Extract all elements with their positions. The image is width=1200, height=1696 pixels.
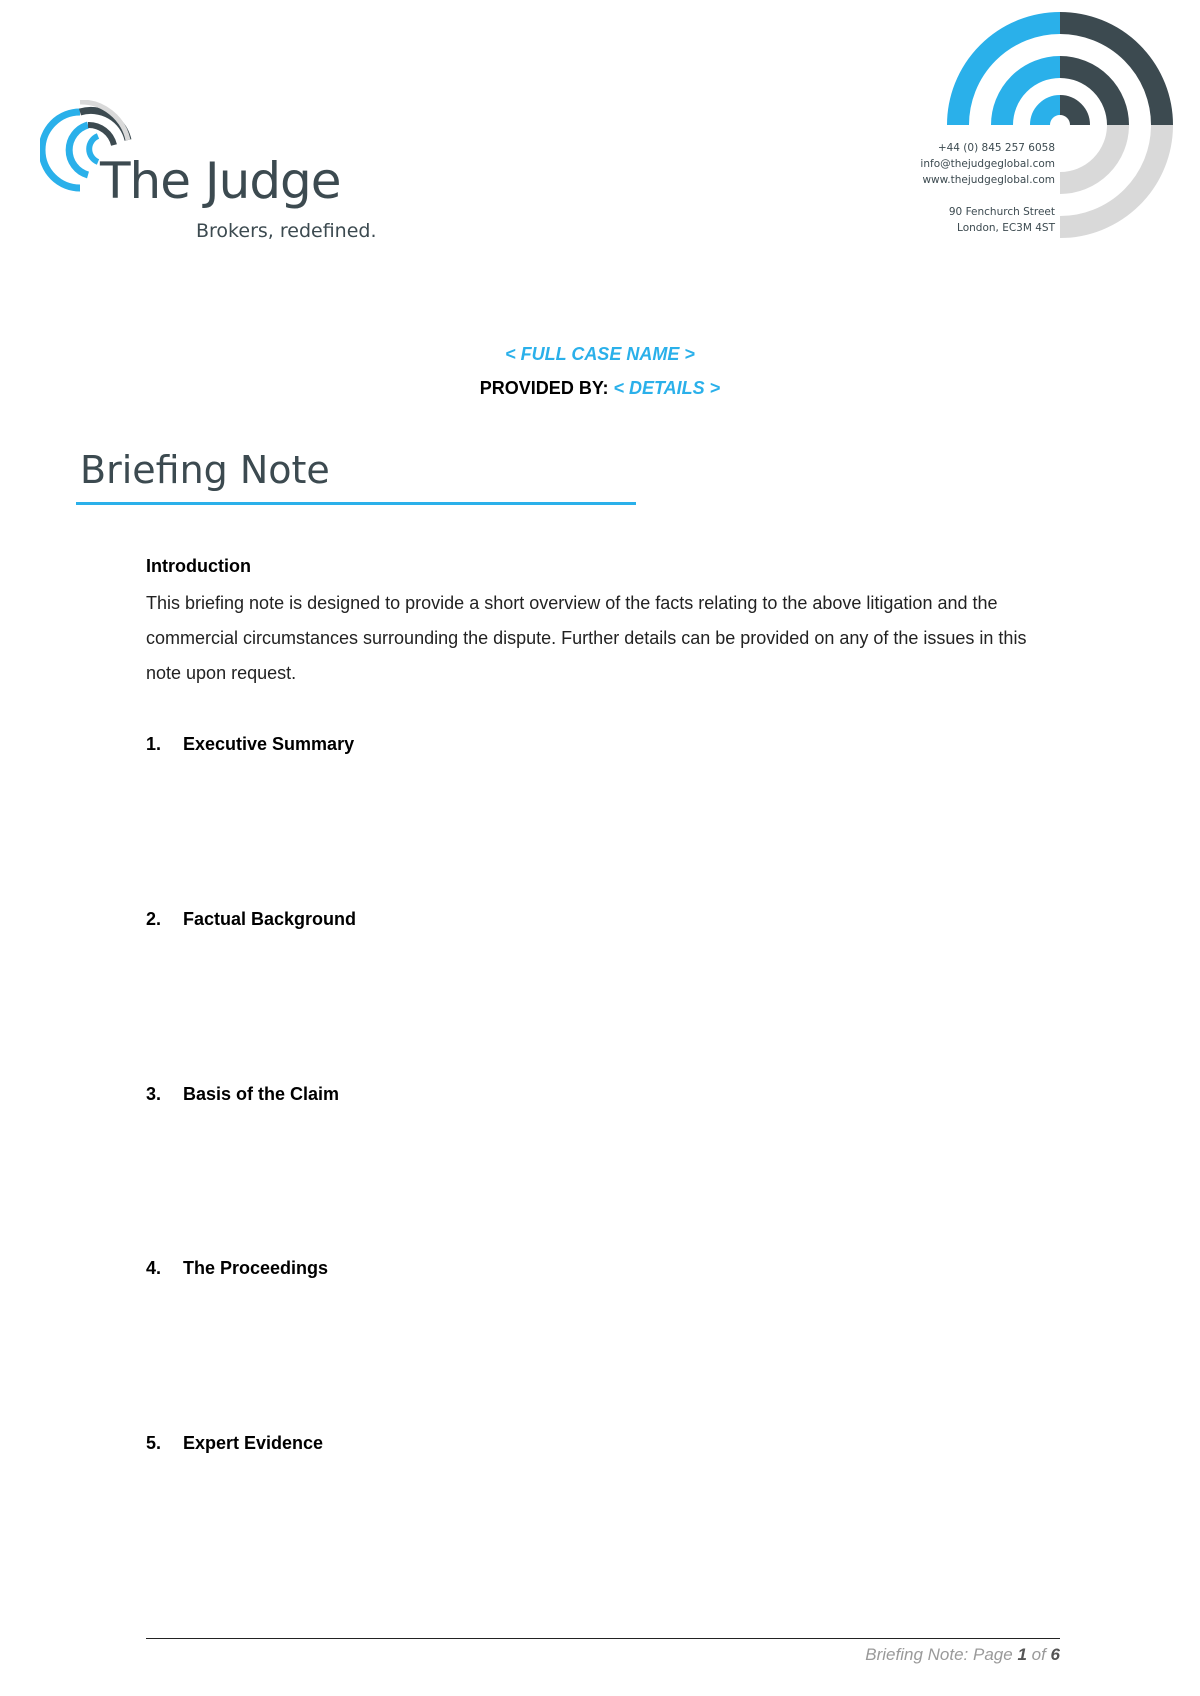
- contact-email: info@thejudgeglobal.com: [920, 158, 1055, 170]
- intro-paragraph: This briefing note is designed to provide a short overview of the facts relating to the above litigation and the commercial circumstances surrounding the dispute. Further details can be provided on any of the issues in this note upon request.: [146, 593, 1027, 683]
- section-heading: [146, 1433, 323, 1454]
- section-heading: [146, 909, 356, 930]
- title-underline: [76, 502, 636, 505]
- section-number: 5.: [146, 1433, 162, 1453]
- section-title: The Proceedings: [183, 1258, 329, 1278]
- footer-prefix: Briefing Note: Page: [865, 1645, 1018, 1664]
- contact-website: www.thejudgeglobal.com: [922, 174, 1055, 186]
- provided-by-value: < DETAILS >: [613, 378, 721, 398]
- provided-by-line: [0, 378, 1200, 399]
- document-title: Briefing Note: [80, 448, 330, 492]
- section-heading: [146, 1258, 328, 1279]
- section-heading: [146, 1084, 339, 1105]
- section-number: 4.: [146, 1258, 162, 1278]
- contact-address-line1: 90 Fenchurch Street: [948, 206, 1055, 218]
- section-title: Factual Background: [183, 909, 357, 929]
- section-title: Expert Evidence: [183, 1433, 324, 1453]
- footer-total-pages: 6: [1050, 1645, 1060, 1664]
- intro-heading: Introduction: [146, 556, 251, 576]
- section-number: 2.: [146, 909, 162, 929]
- case-name-placeholder: < FULL CASE NAME >: [505, 344, 695, 364]
- footer-divider: [146, 1638, 1060, 1639]
- contact-phone: +44 (0) 845 257 6058: [937, 142, 1055, 154]
- contact-details: [920, 140, 1055, 236]
- section-number: 1.: [146, 734, 162, 754]
- section-number: 3.: [146, 1084, 162, 1104]
- footer-of: of: [1026, 1645, 1051, 1664]
- section-title: Executive Summary: [183, 734, 355, 754]
- provided-by-label: PROVIDED BY:: [479, 378, 614, 398]
- footer-page-number: 1: [1017, 1645, 1027, 1664]
- logo-tagline: Brokers, redefined.: [196, 220, 377, 242]
- company-logo: [40, 100, 420, 250]
- section-heading: [146, 734, 354, 755]
- section-title: Basis of the Claim: [183, 1084, 340, 1104]
- contact-address-line2: London, EC3M 4ST: [957, 222, 1055, 234]
- page-footer: [865, 1645, 1060, 1665]
- logo-name: The Judge: [100, 152, 341, 210]
